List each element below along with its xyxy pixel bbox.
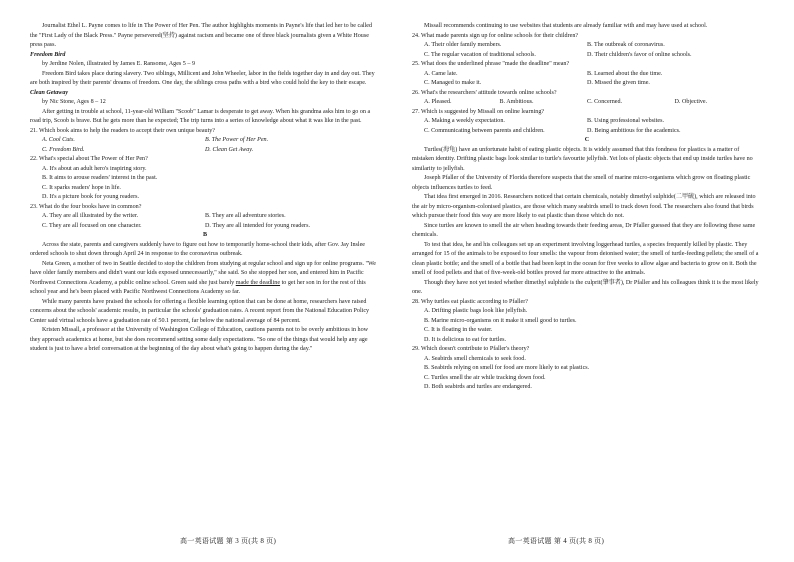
- option: D. Objective.: [674, 99, 708, 105]
- question-24: 24. What made parents sign up for online schools for their children?: [412, 32, 579, 39]
- question-21-options: [30, 136, 380, 155]
- page-footer-right: 高一英语试题 第 4 页(共 8 页): [508, 537, 605, 545]
- passage-c-paragraph-5: To test that idea, he and his colleagues set up an experiment involving loggerhead turtles, a species frequently killed by plastic. They arranged for 15 of the animals to be exposed to four smells: the vapour from deionised water; the smell of turtle-feeding pellets; the smell of a clean plastic bottle; and the smell of a bottle that had been kept in the ocean for five weeks to allow algae and bacteria to grow on it. Both the smell of food pellets and that of five-week-old bottles proved far more attractive to the animals.: [412, 241, 759, 276]
- option: A. Cool Cuts.: [42, 137, 75, 143]
- book-text-clean-getaway: After getting in trouble at school, 11-year-old William "Scoob" Lamar is desperate to get away. When his grandma asks him to go on a road trip, Scoob is brave. But he gets more than he expected; The trip turns into a series of knowledge about what it was like in the past.: [30, 108, 371, 124]
- book-title-freedom-bird: Freedom Bird: [30, 51, 66, 58]
- option: C. The regular vacation of traditional schools.: [424, 51, 536, 58]
- option: A. It's about an adult hero's inspiring story.: [42, 165, 147, 172]
- book-text-freedom-bird: Freedom Bird takes place during slavery. Two siblings, Millicent and John Wheeler, labor in the fields together day in and day out. They are both inspired by their parents' dreams of freedom. One day, the siblings cross paths with a bird who could hold the key to their escape.: [30, 70, 375, 86]
- passage-c-paragraph-4: Since turtles are known to smell the air when heading towards their feeding areas, Dr Pfaller guessed that they are following these same chemicals.: [412, 222, 756, 238]
- question-25: 25. What does the underlined phrase "made the deadline" mean?: [412, 61, 570, 67]
- option: B. They are all adventure stories.: [205, 213, 286, 219]
- question-21: 21. Which book aims to help the readers to accept their own unique beauty?: [30, 127, 216, 134]
- option: D. Clean Get Away.: [205, 146, 254, 153]
- option: D. Being ambitious for the academics.: [587, 127, 681, 134]
- question-23-options: [30, 212, 380, 231]
- left-column: [30, 22, 380, 355]
- option: A. They are all illustrated by the writer.: [42, 213, 139, 219]
- right-column: [412, 22, 762, 393]
- question-24-options: [412, 41, 762, 60]
- question-28: 28. Why turtles eat plastic according to Pfaller?: [412, 298, 528, 305]
- passage-c-paragraph-2: Joseph Pfaller of the University of Florida therefore suspects that the smell of marine micro-organisms which grow on floating plastic objects influences turtles to feed.: [412, 175, 751, 191]
- passage-b-paragraph-4: Kristen Missall, a professor at the University of Washington College of Education, cautions parents not to be overly ambitious in how they approach academics at home, but she does recommend setting some daily expectations. "So one of the things that would help any age student is just to have a brief conversation at the beginning of the day about what's going to happen during the day.": [30, 327, 369, 352]
- option: B. The outbreak of coronavirus.: [587, 42, 665, 48]
- passage-b-paragraph-2: [30, 260, 380, 298]
- passage-b-paragraph-3: While many parents have praised the schools for offering a flexible learning option that can be done at home, researchers have raised concerns about the schools' academic results, in particular the schools' graduation rates. A recent report from the National Education Policy Center said virtual schools have a graduation rate of 50.1 percent, far below the national average of 84 percent.: [30, 298, 370, 324]
- question-25-options: [412, 70, 762, 89]
- option: D. It is delicious to eat for turtles.: [424, 336, 507, 343]
- passage-b-paragraph-1: Across the state, parents and caregivers suddenly have to figure out how to temporarily home-school their kids, after Gov. Jay Inslee ordered schools to shut down through April 24 in response to the coronavirus outbreak.: [30, 241, 365, 257]
- question-26: 26. What's the researchers' attitude towards online schools?: [412, 89, 557, 96]
- intro-paragraph: Journalist Ethel L. Payne comes to life in The Power of Her Pen. The author highlights moments in Payne's life that led her to be called the "First Lady of the Black Press." Payne persevered(坚持) against racism and became one of three black journalists given a White House press pass.: [30, 23, 373, 48]
- option: A. Drifting plastic bags look like jellyfish.: [424, 308, 528, 314]
- section-heading-b: B: [202, 232, 208, 238]
- option: A. Their older family members.: [424, 42, 502, 48]
- option: D. They are all intended for young readers.: [205, 222, 310, 229]
- paragraph-text: Neta Green, a mother of two in Seattle decided to stop the children from studying at regular school and sign up for online programs. "We have older family members and didn't want our kids exposed unnecessarily," she said. So she stopped her son, and entered him in Pacific Northwest Connections Academy, a public online school. Green said she just barely: [30, 260, 377, 286]
- option: C. It sparks readers' hope in life.: [42, 184, 121, 191]
- book-title-clean-getaway: Clean Getaway: [30, 89, 69, 96]
- passage-c-paragraph-3: That idea first emerged in 2016. Researchers noticed that certain chemicals, notably dimethyl sulphide(二甲硫), which are released into the air by micro-organism-colonised plastics, are those which many seabirds smell to track down food. The researchers also found that birds which pursue their food this way are more likely to eat plastic than those which do not.: [412, 194, 756, 219]
- question-23: 23. What do the four books have in common?: [30, 203, 142, 210]
- option: D. Their children's favor of online schools.: [587, 51, 692, 58]
- page-footer-left: 高一英语试题 第 3 页(共 8 页): [180, 537, 277, 545]
- question-22: 22. What's special about The Power of Her Pen?: [30, 156, 148, 162]
- underlined-phrase: made the deadline: [235, 279, 281, 286]
- option: D. Missed the given time.: [587, 80, 650, 86]
- option: D. It's a picture book for young readers.: [42, 194, 140, 200]
- option: B. Using professional websites.: [587, 118, 665, 124]
- question-27: 27. Which is suggested by Missall on online learning?: [412, 108, 545, 115]
- option: C. They are all focused on one character.: [42, 222, 142, 229]
- option: C. Freedom Bird.: [42, 146, 85, 153]
- option: B. Seabirds relying on smell for food are more likely to eat plastics.: [424, 365, 590, 371]
- question-29: 29. Which doesn't contribute to Pfaller's theory?: [412, 346, 530, 352]
- option: C. Managed to make it.: [424, 80, 482, 86]
- paragraph-text: to get her son in for the rest of this school year and he's been placed with Pacific Northwest Connections Academy so far.: [30, 279, 366, 295]
- section-heading-c: C: [584, 137, 590, 143]
- passage-b-paragraph-5: Missall recommends continuing to use websites that students are already familiar with and may have used at school.: [424, 23, 708, 29]
- passage-c-paragraph-1: Turtles(海龟) have an unfortunate habit of eating plastic objects. It is widely assumed that this fondness for plastics is a matter of mistaken identity. Drifting plastic bags look similar to turtle's favourite jellyfish. Yet lots of plastic objects that end up inside turtles have no similarity to jellyfish.: [412, 146, 753, 172]
- option: D. Both seabirds and turtles are endangered.: [424, 384, 532, 390]
- option: A. Pleased.: [424, 99, 452, 105]
- option: A. Seabirds smell chemicals to seek food.: [424, 355, 526, 362]
- option: B. Learned about the due time.: [587, 70, 663, 77]
- book-byline-clean-getaway: by Nic Stone, Ages 8 – 12: [42, 99, 106, 105]
- option: B. The Power of Her Pen.: [205, 137, 269, 143]
- option: C. Concerned.: [587, 99, 623, 105]
- question-26-options: [412, 98, 762, 108]
- question-27-options: [412, 117, 762, 136]
- option: A. Making a weekly expectation.: [424, 118, 505, 124]
- option: C. Turtles smell the air while tracking down food.: [424, 374, 546, 381]
- option: B. Marine micro-organisms on it make it smell good to turtles.: [424, 317, 577, 324]
- option: C. Communicating between parents and children.: [424, 127, 545, 134]
- option: A. Came late.: [424, 70, 458, 77]
- option: C. It is floating in the water.: [424, 327, 493, 333]
- option: B. It aims to arouse readers' interest in the past.: [42, 175, 158, 181]
- option: B. Ambitious.: [499, 99, 534, 105]
- passage-c-paragraph-6: Though they have not yet tested whether dimethyl sulphide is the culprit(肇事者), Dr Pfaller and his colleagues think it is the most likely one.: [412, 279, 759, 295]
- book-byline-freedom-bird: by Jerdine Nolen, illustrated by James E. Ransome, Ages 5 – 9: [42, 61, 195, 67]
